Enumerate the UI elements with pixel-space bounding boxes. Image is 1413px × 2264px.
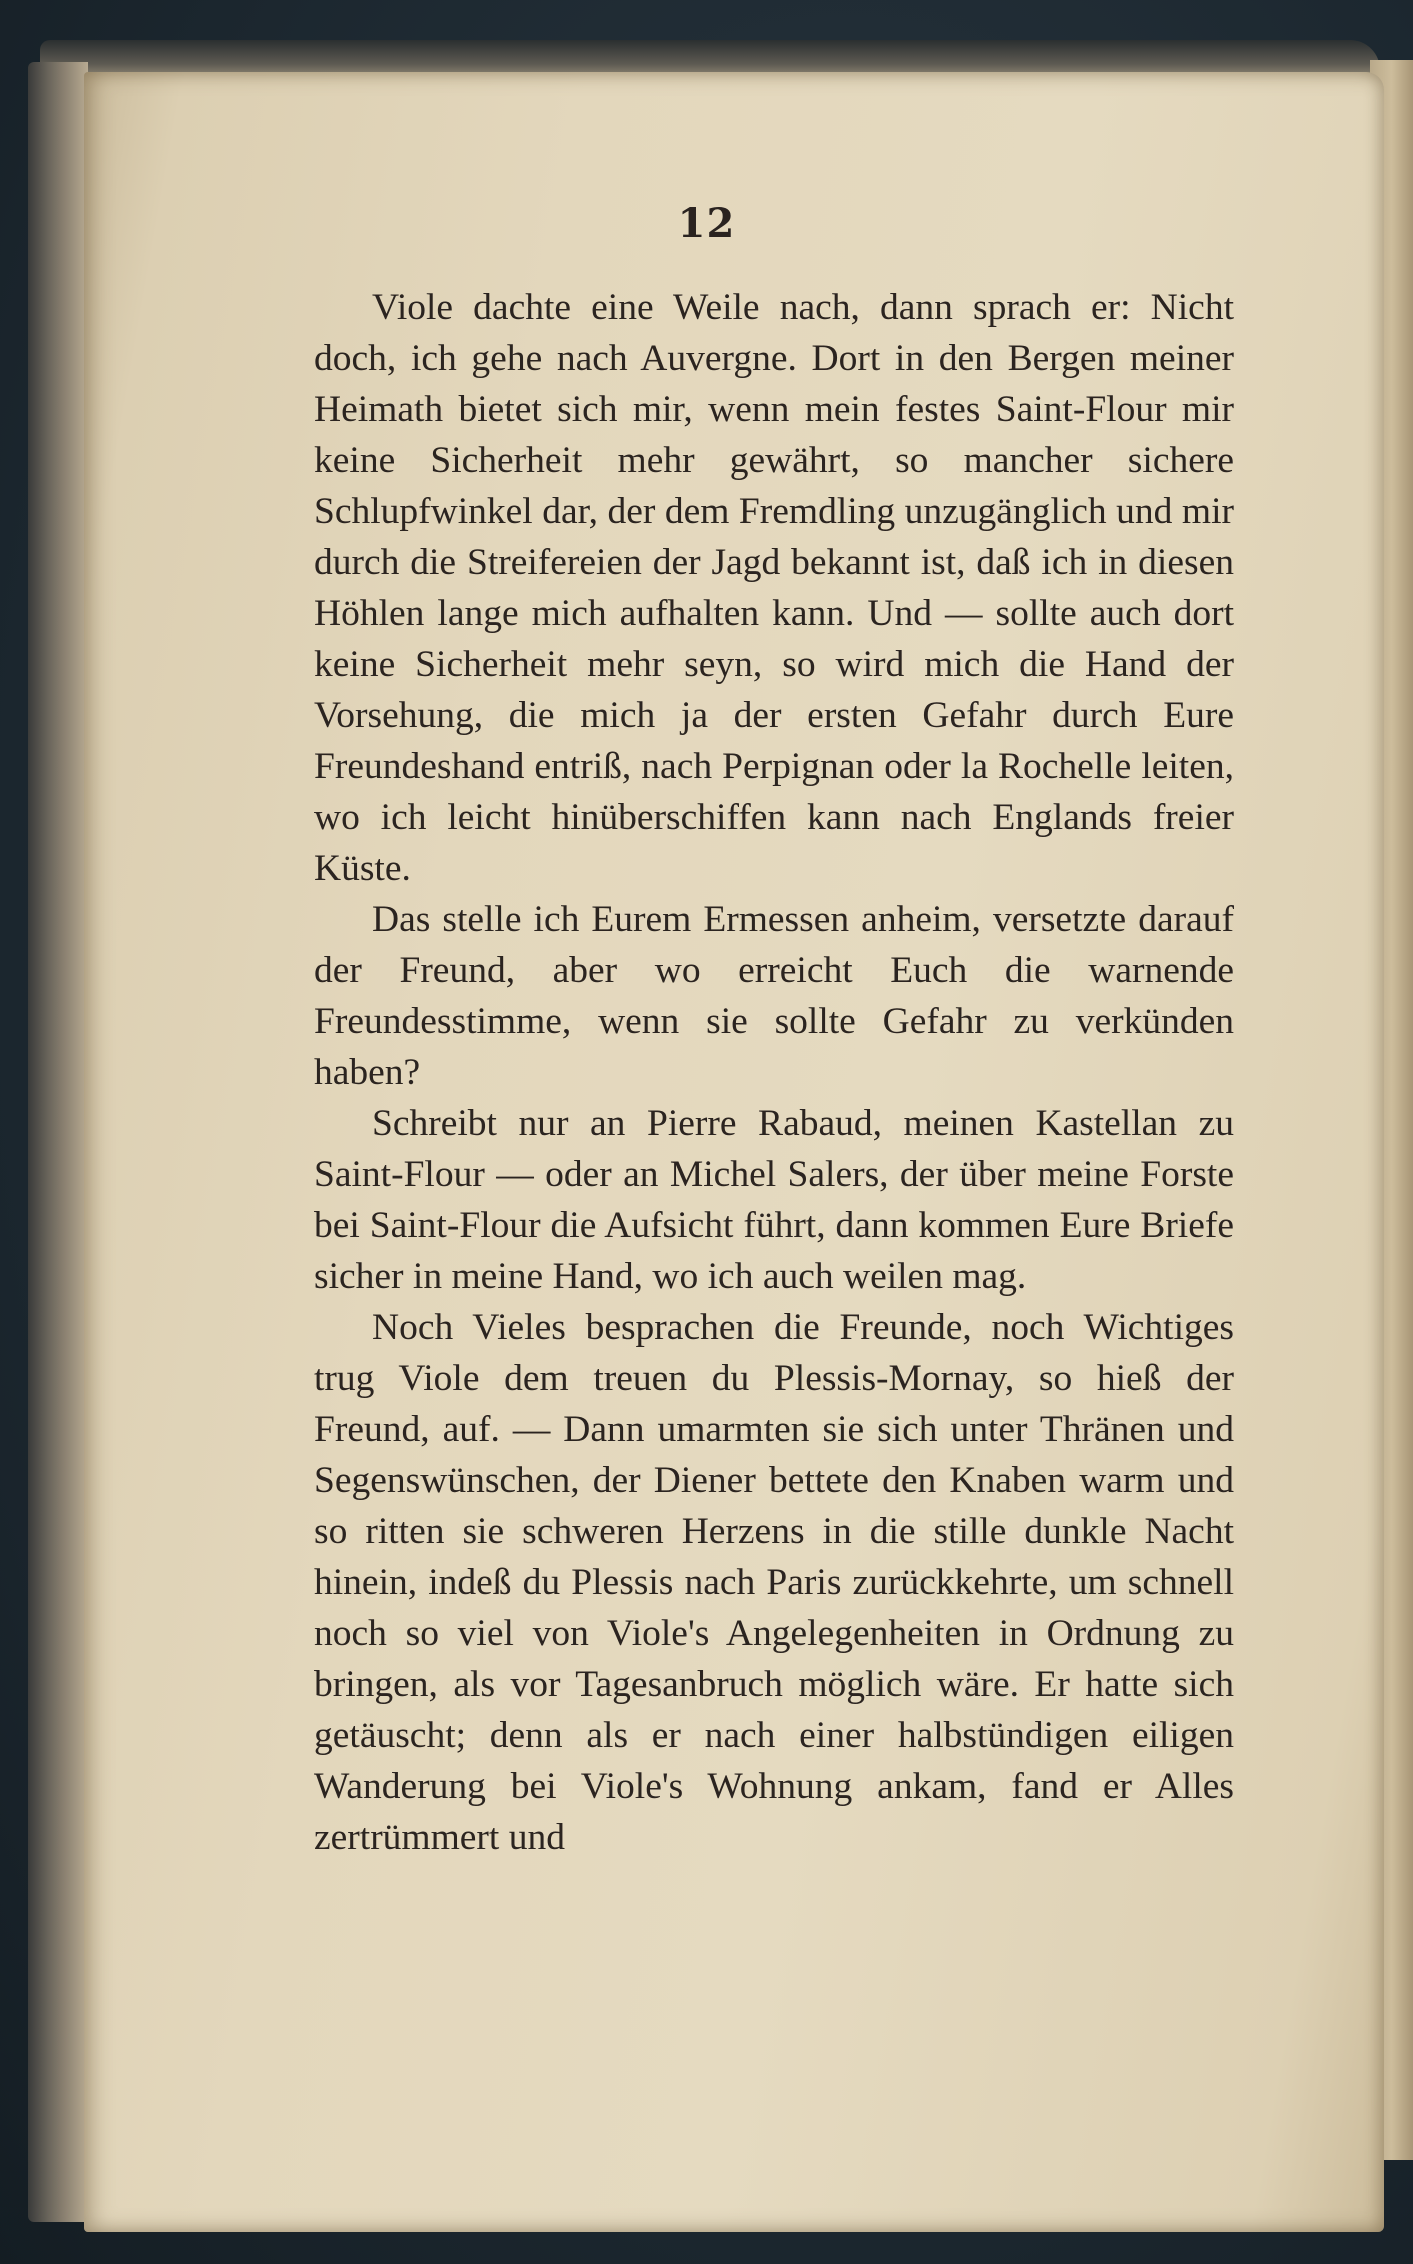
book-spine [28,62,88,2222]
paragraph: Das stelle ich Eurem Ermessen anheim, versetzte darauf der Freund, aber wo erreicht Euch die warnende Freundesstimme, wenn sie sollte Gefahr zu verkünden haben? [314,899,1234,1093]
paragraph: Schreibt nur an Pierre Rabaud, meinen Kastellan zu Saint-Flour — oder an Michel Salers, der über meine Forste bei Saint-Flour die Aufsicht führt, dann kommen Eure Briefe sicher in meine Hand, wo ich auch weilen mag. [314,1103,1234,1297]
paragraph: Viole dachte eine Weile nach, dann sprach er: Nicht doch, ich gehe nach Auvergne. Dort in den Bergen meiner Heimath bietet sich mir, wenn mein festes Saint-Flour mir keine Sicherheit mehr gewährt, so mancher sichere Schlupfwinkel dar, der dem Fremdling unzugänglich und mir durch die Streifereien der Jagd bekannt ist, daß ich in diesen Höhlen lange mich aufhalten kann. Und — sollte auch dort keine Sicherheit mehr seyn, so wird mich die Hand der Vorsehung, die mich ja der ersten Gefahr durch Eure Freundeshand entriß, nach Perpignan oder la Rochelle leiten, wo ich leicht hinüberschiffen kann nach Englands freier Küste. [314,287,1234,889]
page-number: 12 [677,200,736,247]
paragraph: Noch Vieles besprachen die Freunde, noch Wichtiges trug Viole dem treuen du Plessis-Mornay, so hieß der Freund, auf. — Dann umarmten sie sich unter Thränen und Segenswünschen, der Diener bettete den Knaben warm und so ritten sie schweren Herzens in die stille dunkle Nacht hinein, indeß du Plessis nach Paris zurückkehrte, um schnell noch so viel von Viole's Angelegenheiten in Ordnung zu bringen, als vor Tagesanbruch möglich wäre. Er hatte sich getäuscht; denn als er nach einer halbstündigen eiligen Wanderung bei Viole's Wohnung ankam, fand er Alles zertrümmert und [314,1307,1234,1858]
body-text [314,282,1234,1863]
